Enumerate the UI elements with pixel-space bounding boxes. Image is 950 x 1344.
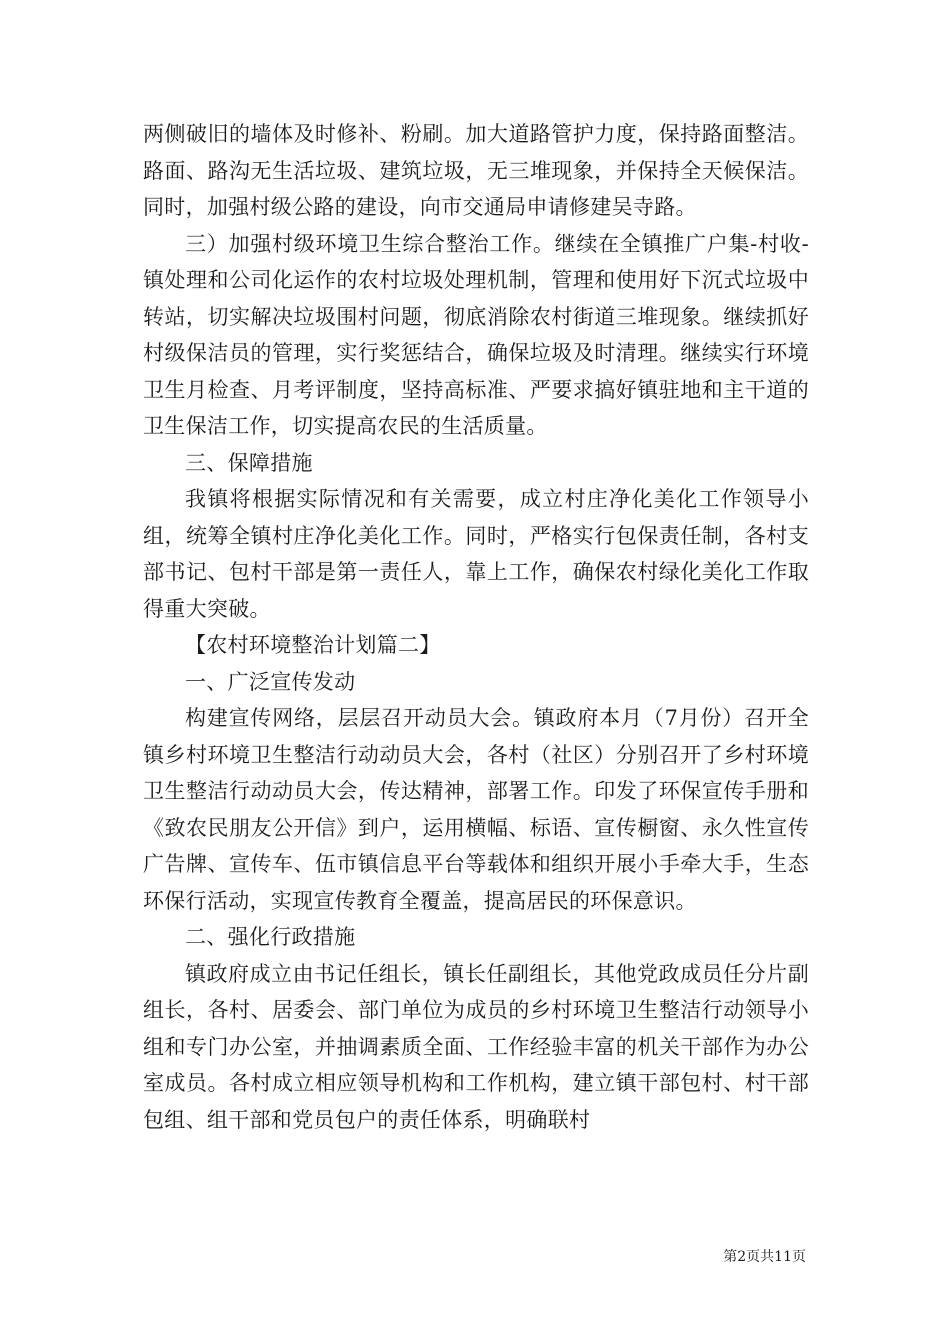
paragraph-village-sanitation: 三）加强村级环境卫生综合整治工作。继续在全镇推广户集-村收-镇处理和公司化运作的农村垃圾处理机制，管理和使用好下沉式垃圾中转站，切实解决垃圾围村问题，彻底消除农村街道三堆现象。继续抓好村级保洁员的管理，实行奖惩结合，确保垃圾及时清理。继续实行环境卫生月检查、月考评制度，坚持高标准、严要求搞好镇驻地和主干道的卫生保洁工作，切实提高农民的生活质量。	[143, 231, 809, 438]
paragraph-administrative: 镇政府成立由书记任组长，镇长任副组长，其他党政成员任分片副组长，各村、居委会、部门单位为成员的乡村环境卫生整洁行动领导小组和专门办公室，并抽调素质全面、工作经验丰富的机关干部作为办公室成员。各村成立相应领导机构和工作机构，建立镇干部包村、村干部包组、组干部和党员包户的责任体系，明确联村	[143, 961, 809, 1132]
section-heading-administrative: 二、强化行政措施	[185, 925, 356, 949]
page-number: 第2页共11页	[723, 1249, 806, 1265]
paragraph-continuation: 两侧破旧的墙体及时修补、粉刷。加大道路管护力度，保持路面整洁。路面、路沟无生活垃圾、建筑垃圾，无三堆现象，并保持全天候保洁。同时，加强村级公路的建设，向市交通局申请修建吴寺路。	[143, 122, 809, 219]
document-body	[143, 116, 809, 1138]
section-heading-publicity: 一、广泛宣传发动	[185, 669, 356, 694]
part-title-plan-two: 【农村环境整治计划篇二】	[185, 633, 441, 657]
section-heading-safeguards: 三、保障措施	[185, 450, 313, 475]
paragraph-publicity: 构建宣传网络，层层召开动员大会。镇政府本月（7月份）召开全镇乡村环境卫生整洁行动动员大会，各村（社区）分别召开了乡村环境卫生整洁行动动员大会，传达精神，部署工作。印发了环保宣传手册和《致农民朋友公开信》到户，运用横幅、标语、宣传橱窗、永久性宣传广告牌、宣传车、伍市镇信息平台等载体和组织开展小手牵大手，生态环保行活动，实现宣传教育全覆盖，提高居民的环保意识。	[143, 706, 809, 913]
paragraph-safeguards: 我镇将根据实际情况和有关需要，成立村庄净化美化工作领导小组，统筹全镇村庄净化美化工作。同时，严格实行包保责任制，各村支部书记、包村干部是第一责任人，靠上工作，确保农村绿化美化工作取得重大突破。	[143, 487, 809, 621]
